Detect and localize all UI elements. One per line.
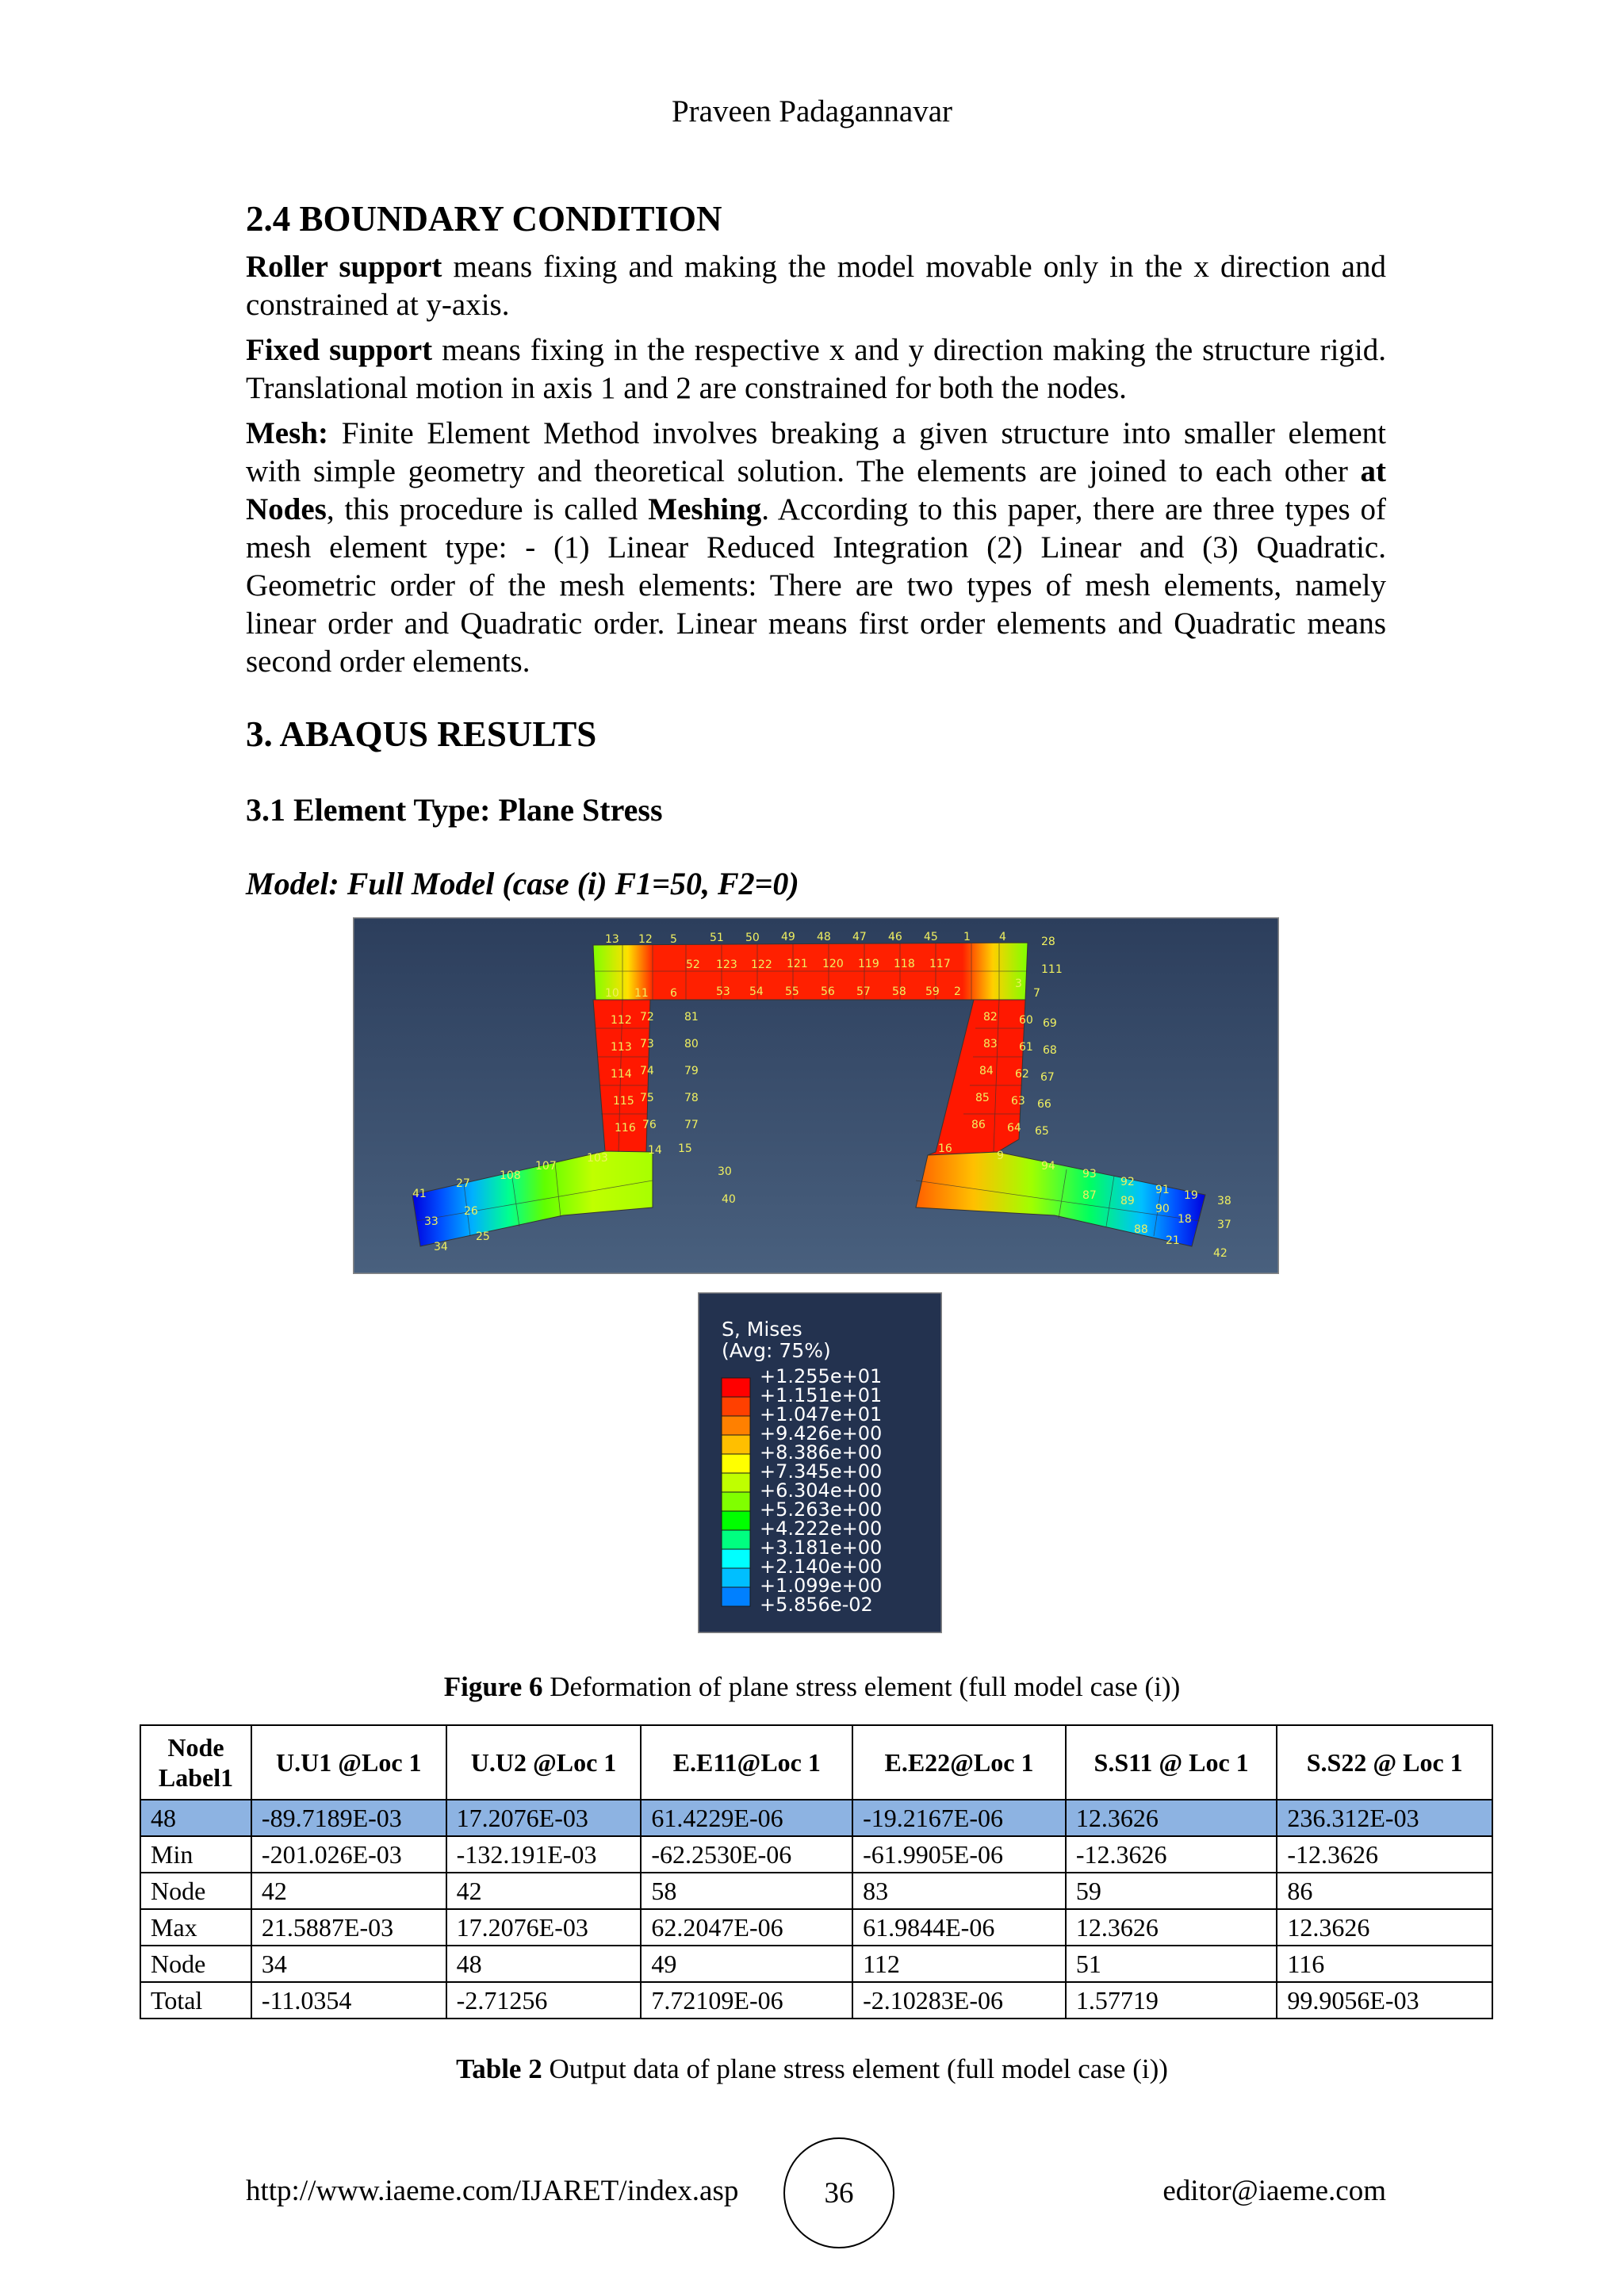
table-cell: 12.3626: [1277, 1909, 1492, 1946]
paragraph-mesh: [246, 415, 1386, 681]
table-cell: 61.4229E-06: [641, 1800, 852, 1836]
mesh-text-2: , this procedure is called: [326, 492, 649, 526]
table-cell: 34: [251, 1946, 446, 1982]
legend-swatch: [722, 1378, 750, 1397]
svg-text:54: 54: [749, 985, 764, 998]
legend-subtitle: (Avg: 75%): [722, 1339, 831, 1362]
svg-text:15: 15: [678, 1142, 692, 1155]
page-number: 36: [783, 2137, 894, 2248]
legend-value: +5.263e+00: [760, 1498, 883, 1521]
svg-text:5: 5: [670, 933, 677, 946]
svg-text:6: 6: [670, 987, 677, 1000]
svg-text:69: 69: [1043, 1017, 1057, 1030]
svg-text:65: 65: [1035, 1125, 1049, 1138]
legend-value: +1.047e+01: [760, 1403, 883, 1425]
svg-text:42: 42: [1213, 1247, 1228, 1260]
output-data-table: [140, 1724, 1493, 2019]
table-cell: 48: [140, 1800, 251, 1836]
table-cell: -11.0354: [251, 1982, 446, 2019]
svg-text:30: 30: [718, 1165, 732, 1178]
svg-text:49: 49: [781, 931, 795, 943]
svg-text:13: 13: [605, 933, 619, 946]
svg-text:25: 25: [476, 1230, 490, 1243]
stress-legend: [698, 1292, 942, 1633]
svg-text:62: 62: [1015, 1068, 1029, 1081]
bold-meshing: Meshing: [648, 492, 762, 526]
table-cell: 58: [641, 1873, 852, 1909]
term-mesh: Mesh:: [246, 416, 328, 450]
table-header: E.E11@Loc 1: [641, 1725, 852, 1800]
svg-text:79: 79: [684, 1065, 699, 1077]
svg-text:47: 47: [852, 931, 867, 943]
svg-text:83: 83: [983, 1038, 998, 1050]
subsection-heading-plane-stress: 3.1 Element Type: Plane Stress: [246, 792, 663, 828]
svg-text:50: 50: [745, 932, 760, 944]
svg-text:37: 37: [1217, 1219, 1231, 1231]
legend-swatches: [722, 1378, 750, 1606]
svg-text:82: 82: [983, 1011, 998, 1024]
figure-caption-label: Figure 6: [443, 1671, 543, 1702]
svg-text:113: 113: [611, 1041, 632, 1054]
roller-support-text: means fixing and making the model movable only in the x direction and constrained at y-axis.: [246, 250, 1386, 322]
legend-value: +4.222e+00: [760, 1517, 883, 1540]
svg-text:51: 51: [710, 932, 724, 944]
svg-text:74: 74: [640, 1065, 654, 1077]
footer-url-link[interactable]: http://www.iaeme.com/IJARET/index.asp: [246, 2175, 739, 2207]
svg-text:66: 66: [1037, 1098, 1051, 1111]
legend-value: +5.856e-02: [760, 1594, 873, 1616]
table-cell: -201.026E-03: [251, 1836, 446, 1873]
svg-text:64: 64: [1007, 1122, 1021, 1135]
running-header: Praveen Padagannavar: [671, 94, 953, 128]
table-cell: 12.3626: [1066, 1800, 1277, 1836]
table-header: E.E22@Loc 1: [852, 1725, 1066, 1800]
table-cell: 116: [1277, 1946, 1492, 1982]
svg-text:61: 61: [1019, 1041, 1033, 1054]
svg-text:118: 118: [894, 958, 915, 970]
table-cell: -2.71256: [446, 1982, 642, 2019]
svg-text:48: 48: [817, 931, 831, 943]
svg-text:115: 115: [613, 1095, 634, 1108]
mesh-text-3: . According to this paper, there are three types of mesh element type: - (1) Linear Reduced Integration (2) Linear and (3) Quadratic. Geometric order of the mesh elements: There are two types of mesh elements, namely linear order and Quadratic order. Linear means first order elements and Quadratic means second order elements.: [246, 492, 1386, 679]
svg-text:111: 111: [1041, 963, 1063, 976]
svg-text:59: 59: [925, 985, 940, 998]
table-header: S.S11 @ Loc 1: [1066, 1725, 1277, 1800]
table-cell: 99.9056E-03: [1277, 1982, 1492, 2019]
table-cell: 62.2047E-06: [641, 1909, 852, 1946]
svg-text:2: 2: [954, 985, 961, 998]
svg-text:28: 28: [1041, 936, 1055, 948]
table-cell: Min: [140, 1836, 251, 1873]
svg-text:57: 57: [856, 985, 871, 998]
legend-value: +8.386e+00: [760, 1441, 883, 1464]
svg-text:45: 45: [924, 931, 938, 943]
svg-text:119: 119: [858, 958, 879, 970]
paragraph-roller-support: [246, 248, 1386, 324]
table-header: Node Label1: [140, 1725, 251, 1800]
svg-text:1: 1: [963, 931, 971, 943]
table-cell: Node: [140, 1946, 251, 1982]
legend-value: +1.099e+00: [760, 1575, 883, 1597]
svg-text:107: 107: [535, 1160, 557, 1173]
fixed-support-text: means fixing in the respective x and y direction making the structure rigid. Translational motion in axis 1 and 2 are constrained for both the nodes.: [246, 333, 1387, 405]
table-cell: 12.3626: [1066, 1909, 1277, 1946]
svg-text:9: 9: [997, 1150, 1004, 1162]
svg-text:60: 60: [1019, 1014, 1033, 1027]
svg-text:55: 55: [785, 985, 799, 998]
svg-text:34: 34: [434, 1241, 448, 1253]
table-cell: 21.5887E-03: [251, 1909, 446, 1946]
legend-values: [760, 1365, 882, 1616]
svg-text:116: 116: [615, 1122, 636, 1135]
table-cell: 112: [852, 1946, 1066, 1982]
table-header-row: [140, 1725, 1492, 1800]
svg-text:27: 27: [456, 1177, 470, 1190]
legend-swatch: [722, 1530, 750, 1549]
svg-text:73: 73: [640, 1038, 654, 1050]
table-cell: 17.2076E-03: [446, 1800, 642, 1836]
svg-text:89: 89: [1120, 1195, 1135, 1207]
table-header: U.U2 @Loc 1: [446, 1725, 642, 1800]
legend-value: +7.345e+00: [760, 1460, 883, 1483]
table-caption-text: Output data of plane stress element (full model case (i)): [542, 2053, 1168, 2084]
svg-text:21: 21: [1166, 1234, 1180, 1247]
table-cell: 51: [1066, 1946, 1277, 1982]
table-caption: [0, 2053, 1624, 2085]
svg-text:103: 103: [587, 1152, 608, 1165]
svg-text:76: 76: [642, 1119, 657, 1131]
figure-6-legend: [698, 1292, 942, 1633]
svg-text:63: 63: [1011, 1095, 1025, 1108]
table-cell: -132.191E-03: [446, 1836, 642, 1873]
legend-value: +1.151e+01: [760, 1384, 883, 1406]
svg-text:121: 121: [787, 958, 808, 970]
svg-text:93: 93: [1082, 1168, 1097, 1181]
svg-text:114: 114: [611, 1068, 632, 1081]
table-cell: 42: [446, 1873, 642, 1909]
term-fixed-support: Fixed support: [246, 333, 433, 367]
svg-text:117: 117: [929, 958, 951, 970]
svg-text:40: 40: [722, 1193, 736, 1206]
svg-text:38: 38: [1217, 1195, 1231, 1207]
svg-text:58: 58: [892, 985, 906, 998]
svg-text:10: 10: [605, 987, 619, 1000]
svg-text:87: 87: [1082, 1189, 1097, 1202]
svg-text:18: 18: [1178, 1213, 1192, 1226]
figure-6-model-image: [353, 917, 1279, 1274]
bold-at-nodes: at Nodes: [246, 454, 1386, 526]
mesh-text-1: Finite Element Method involves breaking a given structure into smaller element with simple geometry and theoretical solution. The elements are joined to each other: [246, 416, 1386, 488]
svg-text:85: 85: [975, 1092, 990, 1104]
svg-text:56: 56: [821, 985, 835, 998]
legend-swatch: [722, 1568, 750, 1587]
svg-text:46: 46: [888, 931, 902, 943]
svg-text:77: 77: [684, 1119, 699, 1131]
legend-value: +2.140e+00: [760, 1556, 883, 1578]
legend-swatch: [722, 1397, 750, 1416]
table-cell: Max: [140, 1909, 251, 1946]
table-cell: -19.2167E-06: [852, 1800, 1066, 1836]
svg-text:41: 41: [412, 1188, 427, 1200]
svg-text:12: 12: [638, 933, 653, 946]
legend-swatch: [722, 1435, 750, 1454]
svg-text:52: 52: [686, 959, 700, 971]
svg-text:16: 16: [938, 1142, 952, 1155]
svg-text:68: 68: [1043, 1044, 1057, 1057]
svg-text:112: 112: [611, 1014, 632, 1027]
table-cell: 42: [251, 1873, 446, 1909]
svg-text:84: 84: [979, 1065, 994, 1077]
svg-text:92: 92: [1120, 1176, 1135, 1188]
svg-text:33: 33: [424, 1215, 439, 1228]
legend-swatch: [722, 1587, 750, 1606]
svg-text:81: 81: [684, 1011, 699, 1024]
table-cell: 48: [446, 1946, 642, 1982]
svg-text:80: 80: [684, 1038, 699, 1050]
table-row: [140, 1800, 1492, 1836]
legend-swatch: [722, 1454, 750, 1473]
legend-title: S, Mises: [722, 1318, 802, 1341]
table-cell: 59: [1066, 1873, 1277, 1909]
table-cell: -61.9905E-06: [852, 1836, 1066, 1873]
table-row: [140, 1982, 1492, 2019]
table-cell: 7.72109E-06: [641, 1982, 852, 2019]
svg-text:3: 3: [1015, 978, 1022, 990]
svg-text:75: 75: [640, 1092, 654, 1104]
svg-text:26: 26: [464, 1205, 478, 1218]
svg-text:67: 67: [1040, 1071, 1055, 1084]
svg-text:4: 4: [999, 931, 1006, 943]
table-row: [140, 1873, 1492, 1909]
legend-value: +6.304e+00: [760, 1479, 883, 1502]
table-cell: 236.312E-03: [1277, 1800, 1492, 1836]
svg-text:72: 72: [640, 1011, 654, 1024]
svg-text:90: 90: [1155, 1203, 1170, 1215]
table-cell: 86: [1277, 1873, 1492, 1909]
legend-swatch: [722, 1416, 750, 1435]
section-heading-abaqus-results: 3. ABAQUS RESULTS: [246, 714, 597, 754]
svg-text:108: 108: [500, 1169, 521, 1182]
model-contour-plot: [353, 917, 1279, 1274]
svg-text:19: 19: [1184, 1189, 1198, 1202]
table-cell: Total: [140, 1982, 251, 2019]
svg-text:14: 14: [648, 1144, 662, 1157]
table-caption-label: Table 2: [456, 2053, 542, 2084]
paragraph-fixed-support: [246, 331, 1386, 408]
legend-value: +1.255e+01: [760, 1365, 883, 1387]
legend-swatch: [722, 1511, 750, 1530]
table-cell: 17.2076E-03: [446, 1909, 642, 1946]
table-cell: -12.3626: [1066, 1836, 1277, 1873]
svg-text:120: 120: [822, 958, 844, 970]
figure-caption-text: Deformation of plane stress element (full model case (i)): [542, 1671, 1181, 1702]
table-cell: -12.3626: [1277, 1836, 1492, 1873]
table-row: [140, 1836, 1492, 1873]
svg-text:123: 123: [716, 959, 737, 971]
svg-text:122: 122: [751, 959, 772, 971]
table-cell: -2.10283E-06: [852, 1982, 1066, 2019]
table-header: S.S22 @ Loc 1: [1277, 1725, 1492, 1800]
model-heading: Model: Full Model (case (i) F1=50, F2=0): [246, 866, 799, 901]
table-cell: -89.7189E-03: [251, 1800, 446, 1836]
legend-value: +9.426e+00: [760, 1422, 883, 1445]
table-cell: 83: [852, 1873, 1066, 1909]
table-row: [140, 1909, 1492, 1946]
legend-swatch: [722, 1473, 750, 1492]
table-cell: 1.57719: [1066, 1982, 1277, 2019]
legend-swatch: [722, 1549, 750, 1568]
svg-text:11: 11: [634, 987, 649, 1000]
svg-text:7: 7: [1033, 987, 1040, 1000]
svg-text:91: 91: [1155, 1184, 1170, 1196]
table-row: [140, 1946, 1492, 1982]
term-roller-support: Roller support: [246, 250, 442, 284]
table-header: U.U1 @Loc 1: [251, 1725, 446, 1800]
svg-text:94: 94: [1041, 1160, 1055, 1173]
section-heading-boundary-condition: 2.4 BOUNDARY CONDITION: [246, 199, 722, 239]
table-cell: 61.9844E-06: [852, 1909, 1066, 1946]
svg-text:88: 88: [1134, 1223, 1148, 1236]
figure-caption: [0, 1671, 1624, 1703]
table-cell: 49: [641, 1946, 852, 1982]
svg-text:53: 53: [716, 985, 730, 998]
table-cell: -62.2530E-06: [641, 1836, 852, 1873]
svg-text:78: 78: [684, 1092, 699, 1104]
legend-value: +3.181e+00: [760, 1536, 883, 1559]
table-cell: Node: [140, 1873, 251, 1909]
legend-swatch: [722, 1492, 750, 1511]
svg-text:86: 86: [971, 1119, 986, 1131]
footer-email-link[interactable]: editor@iaeme.com: [1162, 2175, 1386, 2207]
